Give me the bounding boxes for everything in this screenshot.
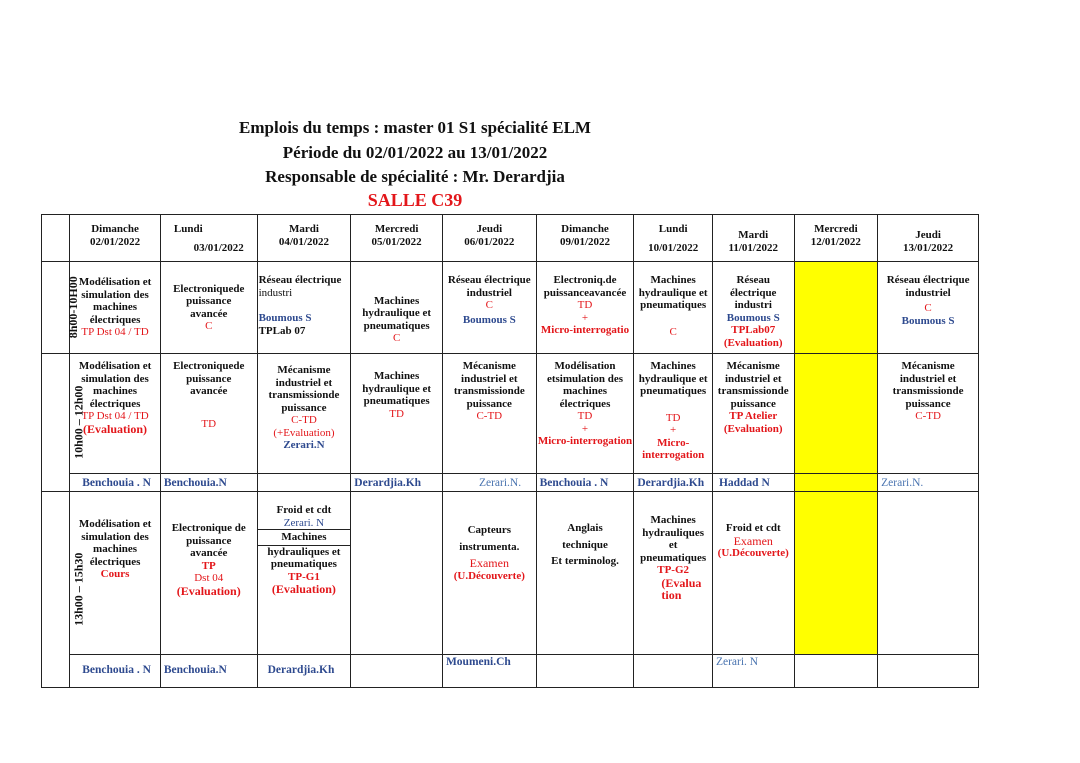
teacher-row-2 [42, 655, 979, 688]
teacher-cell [634, 655, 713, 688]
timetable [41, 214, 979, 688]
course-cell: Modélisation et simulation des machines électriques TP Dst 04 / TD (Evaluation) [70, 354, 161, 474]
teacher-cell: Derardjia.Kh [634, 474, 713, 492]
course-cell: Réseau électrique industri Boumous S TPLab 07 [257, 262, 351, 354]
teacher-cell: Haddad N [712, 474, 794, 492]
course-cell: Machines hydraulique et pneumatiques TD [351, 354, 443, 474]
slot-label: 13h00 – 15h30 [42, 492, 70, 688]
day-header: Jeudi 13/01/2022 [878, 215, 979, 262]
course-cell: Machines hydraulique et pneumatiques TD + Micro- interrogation [634, 354, 713, 474]
empty-highlight-cell [794, 354, 878, 474]
course-cell: Electroniq.de puissanceavancée TD + Micro-interrogatio [536, 262, 634, 354]
course-cell: Froid et cdt Examen (U.Découverte) [712, 492, 794, 655]
day-header: Mardi 04/01/2022 [257, 215, 351, 262]
day-header: Lundi 10/01/2022 [634, 215, 713, 262]
teacher-cell [794, 655, 878, 688]
teacher-cell: Benchouia . N [70, 655, 161, 688]
teacher-row-1 [42, 474, 979, 492]
room-label: SALLE C39 [367, 190, 463, 210]
course-cell: Modélisation et simulation des machines électriques Cours [70, 492, 161, 655]
teacher-cell: Derardjia.Kh [257, 655, 351, 688]
teacher-cell: Moumeni.Ch [442, 655, 536, 688]
course-cell: Mécanisme industriel et transmissionde puissance C-TD (+Evaluation) Zerari.N [257, 354, 351, 474]
teacher-cell [257, 474, 351, 492]
slot-row-3 [42, 492, 979, 655]
empty-highlight-cell [794, 474, 878, 492]
teacher-cell: Zerari.N. [442, 474, 536, 492]
teacher-cell: Benchouia.N [160, 655, 257, 688]
day-header: Mardi 11/01/2022 [712, 215, 794, 262]
empty-highlight-cell [794, 262, 878, 354]
day-header: Dimanche 02/01/2022 [70, 215, 161, 262]
slot-label: 10h00 – 12h00 [42, 354, 70, 492]
title-line: Emplois du temps : master 01 S1 spécialité ELM [239, 118, 591, 137]
empty-cell [351, 492, 443, 655]
teacher-cell: Zerari.N. [878, 474, 979, 492]
teacher-cell: Derardjia.Kh [351, 474, 443, 492]
course-cell: Machines hydraulique et pneumatiques C [634, 262, 713, 354]
course-cell: Electroniquede puissance avancée C [160, 262, 257, 354]
course-cell: Electroniquede puissance avancée TD [160, 354, 257, 474]
period-line: Période du 02/01/2022 au 13/01/2022 [282, 143, 548, 162]
course-cell: Capteurs instrumenta. Examen (U.Découverte) [442, 492, 536, 655]
responsible-line: Responsable de spécialité : Mr. Derardjia [265, 167, 565, 186]
course-cell: Machines hydrauliques et pneumatiques TP-G2 (Evalua tion [634, 492, 713, 655]
teacher-cell: Benchouia . N [536, 474, 634, 492]
teacher-cell [536, 655, 634, 688]
course-cell: Modélisation et simulation des machines électriques TP Dst 04 / TD [70, 262, 161, 354]
teacher-cell [878, 655, 979, 688]
course-cell: Modélisation etsimulation des machines électriques TD + Micro-interrogation [536, 354, 634, 474]
course-cell: Réseau électrique industriel C Boumous S [878, 262, 979, 354]
course-cell: Mécanisme industriel et transmissionde puissance C-TD [442, 354, 536, 474]
course-cell: Machines hydraulique et pneumatiques C [351, 262, 443, 354]
slot-row-2 [42, 354, 979, 474]
slot-row-1 [42, 262, 979, 354]
corner-cell [42, 215, 70, 262]
day-header: Mercredi 05/01/2022 [351, 215, 443, 262]
course-cell: Mécanisme industriel et transmissionde puissance C-TD [878, 354, 979, 474]
day-header: Lundi 03/01/2022 [160, 215, 257, 262]
empty-cell [878, 492, 979, 655]
course-cell: Réseau électrique industriel C Boumous S [442, 262, 536, 354]
course-cell: Mécanisme industriel et transmissionde puissance TP Atelier (Evaluation) [712, 354, 794, 474]
teacher-cell: Zerari. N [712, 655, 794, 688]
course-cell: Réseau électrique industri Boumous S TPLab07 (Evaluation) [712, 262, 794, 354]
day-header: Dimanche 09/01/2022 [536, 215, 634, 262]
empty-highlight-cell [794, 492, 878, 655]
course-cell: Anglais technique Et terminolog. [536, 492, 634, 655]
teacher-cell: Benchouia . N [70, 474, 161, 492]
teacher-cell: Benchouia.N [160, 474, 257, 492]
course-cell: Froid et cdt Zerari. N Machines hydrauliques et pneumatiques TP-G1 (Evaluation) [257, 492, 351, 655]
teacher-cell [351, 655, 443, 688]
course-cell: Electronique de puissance avancée TP Dst 04 (Evaluation) [160, 492, 257, 655]
slot-label: 8h00-10H00 [42, 262, 70, 354]
day-header: Jeudi 06/01/2022 [442, 215, 536, 262]
day-header-row [42, 215, 979, 262]
day-header: Mercredi 12/01/2022 [794, 215, 878, 262]
